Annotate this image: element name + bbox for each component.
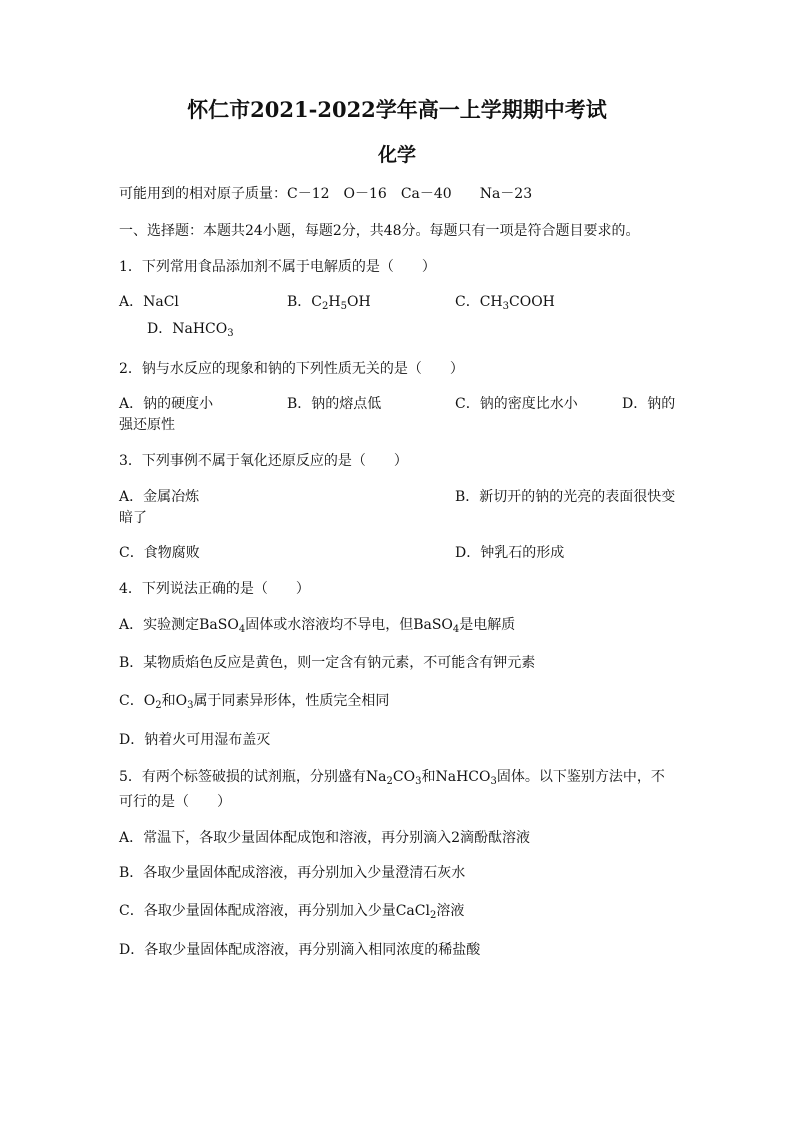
q2-option-d-continued: 强还原性 (119, 417, 175, 433)
question-1-stem: 1．下列常用食品添加剂不属于电解质的是（ ） (119, 259, 436, 275)
q2-option-d[interactable]: D．钠的 (622, 396, 676, 412)
q3-option-a[interactable]: A．金属冶炼 (119, 489, 200, 505)
q2-option-b[interactable]: B．钠的熔点低 (287, 396, 382, 412)
q1-option-a[interactable]: A．NaCl (119, 294, 179, 310)
question-5-stem-continued: 可行的是（ ） (119, 794, 231, 810)
q4-option-d[interactable]: D．钠着火可用湿布盖灭 (119, 732, 271, 748)
q3-option-b[interactable]: B．新切开的钠的光亮的表面很快变 (455, 489, 676, 505)
q5-option-c[interactable]: C．各取少量固体配成溶液，再分别加入少量CaCl$_2$溶液 (119, 903, 465, 921)
q3-option-d[interactable]: D．钟乳石的形成 (455, 545, 565, 561)
subject-title: 化学 (377, 144, 416, 166)
section-heading: 一、选择题：本题共24小题，每题2分，共48分。每题只有一项是符合题目要求的。 (119, 223, 640, 239)
q3-option-c[interactable]: C．食物腐败 (119, 545, 200, 561)
exam-title: 怀仁市2021-2022学年高一上学期期中考试 (187, 97, 607, 122)
q4-option-a[interactable]: A．实验测定BaSO$_4$固体或水溶液均不导电，但BaSO$_4$是电解质 (119, 617, 516, 635)
q1-option-c[interactable]: C．$CH_3COOH$ (455, 294, 555, 312)
question-4-stem: 4．下列说法正确的是（ ） (119, 581, 310, 597)
q4-option-b[interactable]: B．某物质焰色反应是黄色，则一定含有钠元素，不可能含有钾元素 (119, 655, 536, 671)
q2-option-a[interactable]: A．钠的硬度小 (119, 396, 214, 412)
q3-option-b-continued: 暗了 (119, 510, 147, 526)
q1-option-b[interactable]: B．$C_2H_5OH$ (287, 294, 371, 312)
question-5-stem: 5．有两个标签破损的试剂瓶，分别盛有$Na_2CO_3$和NaHCO$_3$固体。以下鉴别方法中，不 (119, 769, 665, 787)
q5-option-a[interactable]: A．常温下，各取少量固体配成饱和溶液，再分别滴入2滴酚酞溶液 (119, 830, 531, 846)
q2-option-c[interactable]: C．钠的密度比水小 (455, 396, 578, 412)
q5-option-b[interactable]: B．各取少量固体配成溶液，再分别加入少量澄清石灰水 (119, 865, 466, 881)
q1-option-d[interactable]: D．NaHCO$_3$ (147, 321, 234, 339)
question-2-stem: 2．钠与水反应的现象和钠的下列性质无关的是（ ） (119, 361, 464, 377)
question-3-stem: 3．下列事例不属于氧化还原反应的是（ ） (119, 453, 408, 469)
q5-option-d[interactable]: D．各取少量固体配成溶液，再分别滴入相同浓度的稀盐酸 (119, 942, 481, 958)
q4-option-c[interactable]: C．$O_2$和$O_3$属于同素异形体，性质完全相同 (119, 693, 390, 711)
atomic-masses: 可能用到的相对原子质量：C－12 O－16 Ca－40 Na－23 (119, 186, 533, 202)
